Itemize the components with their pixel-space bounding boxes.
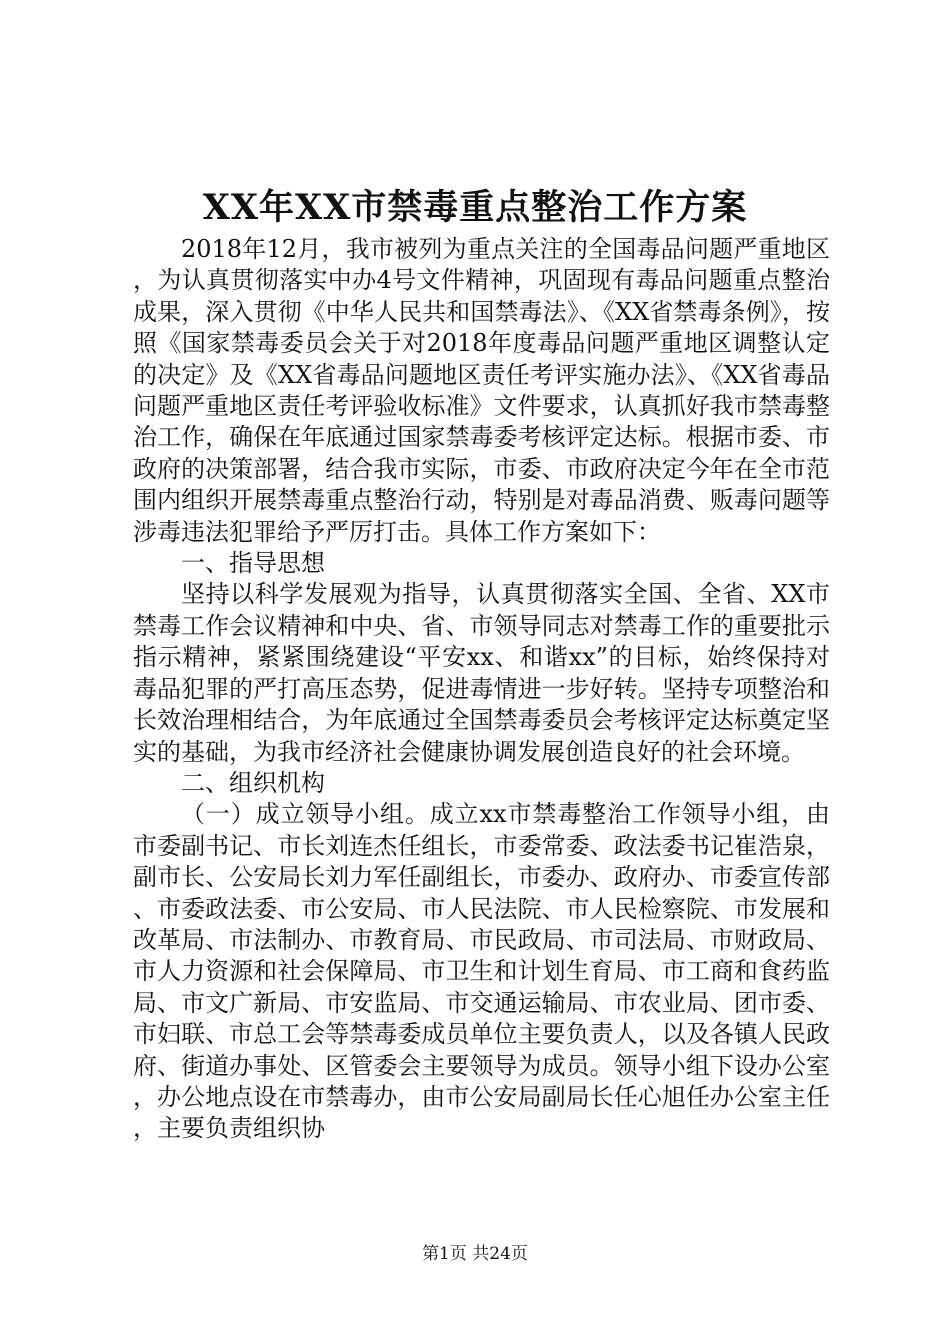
- intro-paragraph: 2018年12月，我市被列为重点关注的全国毒品问题严重地区，为认真贯彻落实中办4号文件精神，巩固现有毒品问题重点整治成果，深入贯彻《中华人民共和国禁毒法》、《XX省禁毒条例》，按照《国家禁毒委员会关于对2018年度毒品问题严重地区调整认定的决定》及《XX省毒品问题地区责任考评实施办法》、《XX省毒品问题严重地区责任考评验收标准》文件要求，认真抓好我市禁毒整治工作，确保在年底通过国家禁毒委考核评定达标。根据市委、市政府的决策部署，结合我市实际，市委、市政府决定今年在全市范围内组织开展禁毒重点整治行动，特别是对毒品消费、贩毒问题等涉毒违法犯罪给予严厉打击。具体工作方案如下：: [133, 235, 830, 546]
- section-heading-organization: 二、组织机构: [181, 768, 325, 797]
- document-title: XX年XX市禁毒重点整治工作方案: [202, 187, 748, 228]
- section-heading-guiding-ideology: 一、指导思想: [181, 549, 325, 578]
- organization-paragraph: （一）成立领导小组。成立xx市禁毒整治工作领导小组，由市委副书记、市长刘连杰任组长，市委常委、政法委书记崔浩泉，副市长、公安局长刘力军任副组长，市委办、政府办、市委宣传部、市委政法委、市公安局、市人民法院、市人民检察院、市发展和改革局、市法制办、市教育局、市民政局、市司法局、市财政局、市人力资源和社会保障局、市卫生和计划生育局、市工商和食药监局、市文广新局、市安监局、市交通运输局、市农业局、团市委、市妇联、市总工会等禁毒委成员单位主要负责人，以及各镇人民政府、街道办事处、区管委会主要领导为成员。领导小组下设办公室，办公地点设在市禁毒办，由市公安局副局长任心旭任办公室主任，主要负责组织协: [133, 800, 830, 1143]
- guiding-ideology-paragraph: 坚持以科学发展观为指导，认真贯彻落实全国、全省、XX市禁毒工作会议精神和中央、省、市领导同志对禁毒工作的重要批示指示精神，紧紧围绕建设“平安xx、和谐xx”的目标，始终保持对毒品犯罪的严打高压态势，促进毒情进一步好转。坚持专项整治和长效治理相结合，为年底通过全国禁毒委员会考核评定达标奠定坚实的基础，为我市经济社会健康协调发展创造良好的社会环境。: [133, 580, 830, 766]
- page-number-footer: 第1页 共24页: [422, 1244, 528, 1264]
- document-body: [133, 234, 830, 1145]
